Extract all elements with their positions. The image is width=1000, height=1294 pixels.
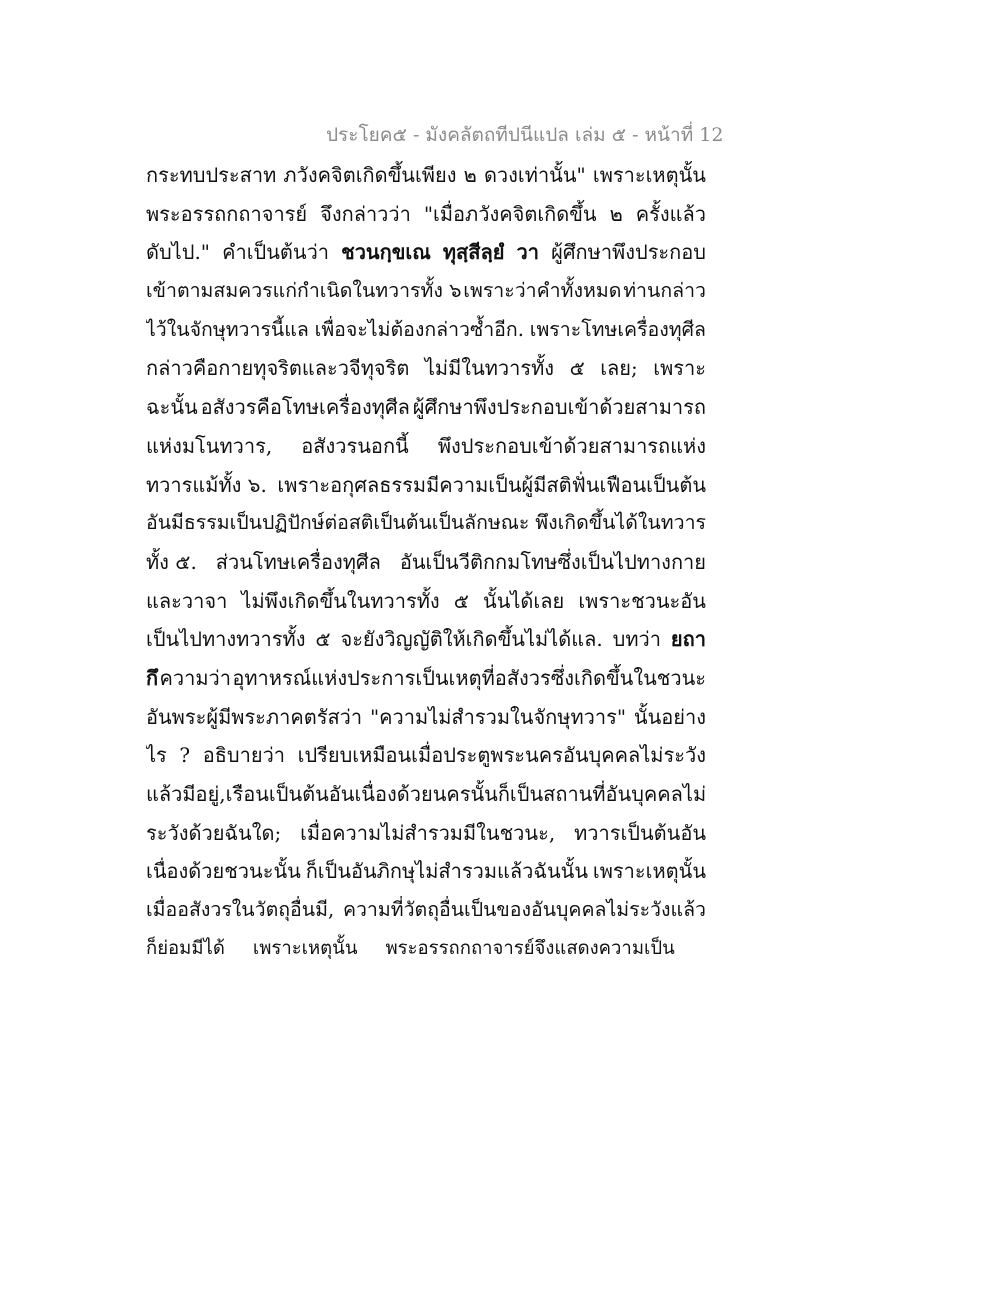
text-segment: ท่านกล่าว [623,279,706,303]
text-segment: อสังวรคือโทษเครื่องทุศีล [200,395,410,420]
text-line [146,698,706,737]
text-segment: และวาจา [146,588,228,613]
running-header: ประโยค๕ - มังคลัตถทีปนีแปล เล่ม ๕ - หน้าที่ 12 [326,124,724,146]
text-segment: ผู้ศึกษาพึงประกอบ [551,240,706,265]
bold-pali-term: กึ [146,665,159,690]
text-segment: ทวารเป็นต้นอัน [574,820,706,845]
text-segment: ความว่า [159,665,231,690]
text-segment: ก็เป็นอันภิกษุไม่สำรวมแล้วฉันนั้น [305,859,589,884]
text-segment: เพราะเหตุนั้น [592,859,706,884]
text-segment: เมื่ออสังวรในวัตถุอื่นมี, [146,898,335,922]
text-segment: เป็นไปทางทวารทั้ง [146,627,306,652]
text-segment: ความที่วัตถุอื่นเป็นของอันบุคคลไม่ระวังแล้ว [342,898,706,922]
text-segment: เพราะชวนะอัน [578,588,706,613]
text-line [146,582,706,621]
text-segment: บทว่า [612,627,661,652]
text-line [146,543,706,582]
text-segment: ดวงเท่านั้น" [483,163,586,187]
text-segment: ภวังคจิตเกิดขึ้นเพียง [283,163,457,187]
text-segment: เพราะเหตุนั้น [252,937,358,959]
text-segment: นั้นได้เลย [483,588,565,613]
text-segment: เปรียบเหมือนเมื่อประตูพระนครอันบุคคลไม่ระวัง [297,743,706,768]
body-text [146,156,706,968]
text-segment: แล้วมีอยู่, [146,782,226,806]
text-segment: จึงกล่าวว่า [320,201,411,226]
text-line [146,891,706,930]
text-segment: พึงประกอบเข้าด้วยสามารถแห่ง [437,433,706,458]
text-line [146,195,706,234]
text-segment: "ความไม่สำรวมในจักษุทวาร" [369,704,627,729]
text-segment: ๕ [315,627,331,652]
text-line [146,736,706,775]
text-line [146,272,706,311]
text-segment: ๕ [569,356,585,381]
text-segment: พึงเกิดขึ้นได้ในทวาร [535,511,706,535]
text-segment: กล่าวคือกายทุจริตและวจีทุจริต [146,356,410,381]
text-segment: เพราะ [653,356,706,381]
text-segment: เนื่องด้วยชวนะนั้น [146,859,301,884]
text-line [146,349,706,388]
text-segment: ? [179,743,191,768]
text-segment: ๒ [609,201,623,226]
text-segment: อันพระผู้มีพระภาคตรัสว่า [146,704,363,729]
text-line [146,156,706,195]
text-segment: พระอรรถกถาจารย์ [146,201,308,226]
text-segment: ไร [146,743,167,768]
text-segment: ส่วนโทษเครื่องทุศีล [215,549,381,574]
text-segment: เลย; [600,356,638,381]
text-segment: เพราะเหตุนั้น [592,163,706,187]
text-line [146,427,706,466]
text-segment: เพราะว่าคำทั้งหมด [463,279,622,303]
text-segment: เมื่อความไม่สำรวมมีในชวนะ, [300,820,556,845]
text-segment: เพราะโทษเครื่องทุศีล [529,317,706,341]
text-segment: ระวังด้วยฉันใด; [146,820,282,845]
bold-pali-term: วา [516,240,540,265]
text-segment: อธิบายว่า [202,743,286,768]
text-segment: อันเป็นวีติกกมโทษซึ่งเป็นไปทางกาย [399,549,706,574]
text-segment: นั้นอย่าง [633,704,706,729]
text-segment: ฉะนั้น [146,395,198,420]
text-segment: ผู้ศึกษาพึงประกอบเข้าด้วยสามารถ [412,395,706,420]
text-segment: อสังวรนอกนี้ [301,433,409,458]
text-line [146,930,706,969]
text-line [146,814,706,853]
text-segment: ไว้ในจักษุทวารนี้แล [146,317,309,341]
text-line [146,852,706,891]
text-segment: กระทบประสาท [146,163,277,187]
text-line [146,388,706,427]
text-segment: ครั้งแล้ว [635,201,706,226]
text-line [146,620,706,659]
text-segment: ก็ย่อมมีได้ [146,937,225,959]
text-segment: เพื่อจะไม่ต้องกล่าวซ้ำอีก. [314,317,524,341]
text-segment: เพราะอกุศลธรรมมีความเป็นผู้มีสติฟั่นเฟือนเป็นต้น [277,472,706,497]
text-segment: อันมีธรรมเป็นปฏิปักษ์ต่อสติเป็นต้นเป็นลักษณะ [146,511,530,535]
text-segment: ไม่มีในทวารทั้ง [424,356,555,381]
text-segment: จะยังวิญญัติให้เกิดขึ้นไม่ได้แล. [340,627,603,652]
text-segment: ๕ [453,588,469,613]
text-line [146,775,706,814]
bold-pali-term: ชวนกฺขเณ [341,240,431,265]
text-segment: เข้าตามสมควรแก่กำเนิดในทวารทั้ง ๖ [146,279,462,303]
bold-pali-term: ทุสฺสีลฺยํ [442,240,505,265]
text-segment: ทวารแม้ทั้ง ๖. [146,472,267,497]
text-segment: พระอรรถกถาจารย์จึงแสดงความเป็น [385,937,675,959]
text-segment: "เมื่อภวังคจิตเกิดขึ้น [423,201,597,226]
text-segment: ทั้ง ๕. [146,549,197,574]
text-segment: อุทาหรณ์แห่งประการเป็นเหตุที่อสังวรซึ่งเกิดขึ้นในชวนะ [232,665,706,690]
text-segment: ไม่พึงเกิดขึ้นในทวารทั้ง [241,588,440,613]
text-segment: เรือนเป็นต้นอันเนื่องด้วยนครนั้นก็เป็นสถานที่อันบุคคลไม่ [225,782,706,806]
text-line [146,659,706,698]
text-segment: คำเป็นต้นว่า [222,240,330,265]
text-line [146,504,706,543]
text-line [146,466,706,505]
text-segment: ดับไป." [146,240,210,265]
bold-pali-term: ยถา [670,627,706,652]
text-line [146,311,706,350]
text-line [146,233,706,272]
text-segment: แห่งมโนทวาร, [146,433,273,458]
text-segment: ๒ [463,163,477,187]
